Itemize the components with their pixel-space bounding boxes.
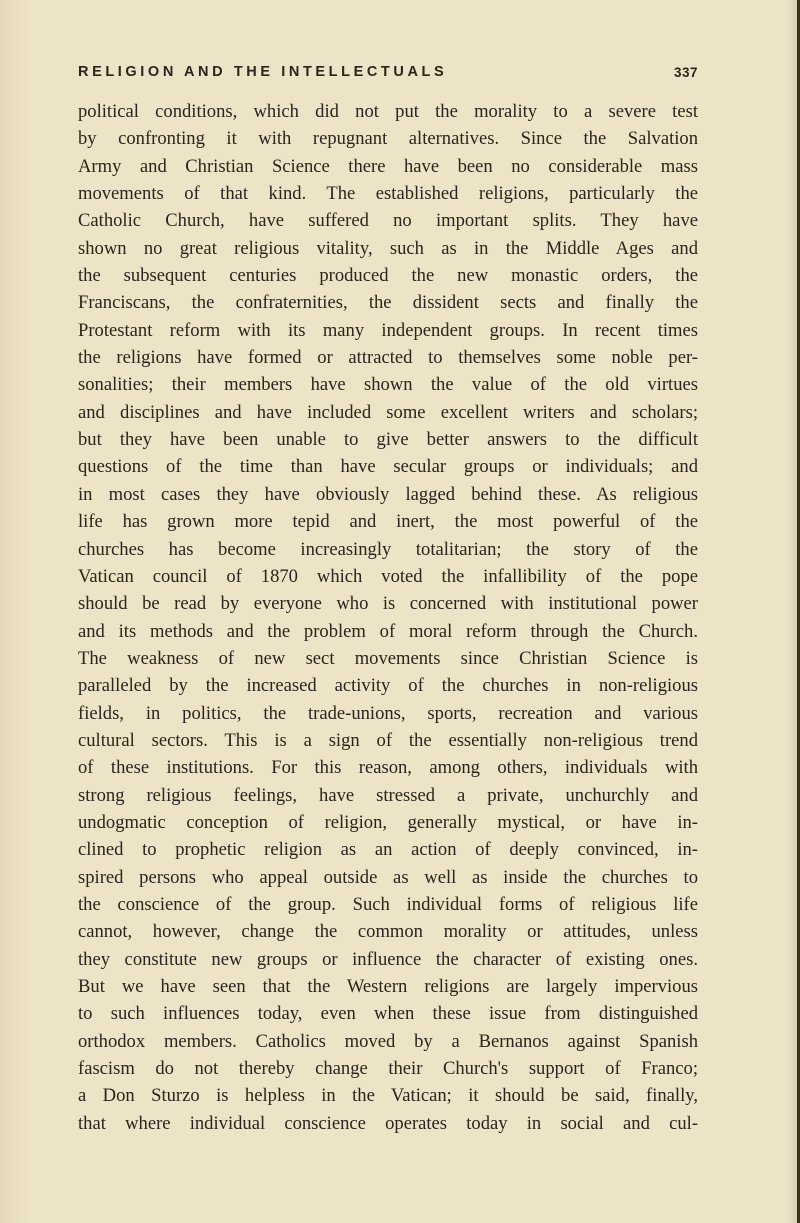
text-line: The weakness of new sect movements since Christian Science is	[78, 647, 698, 669]
text-line: clined to prophetic religion as an action of deeply convinced, in-	[78, 839, 698, 861]
text-line: churches has become increasingly totalitarian; the story of the	[78, 538, 698, 560]
text-line: fascism do not thereby change their Church's support of Franco;	[78, 1058, 698, 1080]
text-line: and its methods and the problem of moral reform through the Church.	[78, 620, 698, 642]
text-line: Franciscans, the confraternities, the dissident sects and finally the	[78, 292, 698, 314]
text-line: Vatican council of 1870 which voted the infallibility of the pope	[78, 565, 698, 587]
text-line: undogmatic conception of religion, generally mystical, or have in-	[78, 811, 698, 833]
running-head	[78, 62, 698, 82]
text-line: of these institutions. For this reason, among others, individuals with	[78, 757, 698, 779]
text-line: spired persons who appeal outside as well as inside the churches to	[78, 866, 698, 888]
body-text	[78, 98, 698, 1137]
text-line: they constitute new groups or influence the character of existing ones.	[78, 948, 698, 970]
text-line: the subsequent centuries produced the new monastic orders, the	[78, 265, 698, 287]
text-line: to such influences today, even when these issue from distinguished	[78, 1003, 698, 1025]
text-line: but they have been unable to give better answers to the difficult	[78, 429, 698, 451]
text-line: orthodox members. Catholics moved by a Bernanos against Spanish	[78, 1030, 698, 1052]
text-line: shown no great religious vitality, such as in the Middle Ages and	[78, 237, 698, 259]
text-line: Army and Christian Science there have been no considerable mass	[78, 155, 698, 177]
text-line: by confronting it with repugnant alternatives. Since the Salvation	[78, 128, 698, 150]
text-line: in most cases they have obviously lagged behind these. As religious	[78, 483, 698, 505]
text-line: paralleled by the increased activity of the churches in non-religious	[78, 675, 698, 697]
text-line: questions of the time than have secular groups or individuals; and	[78, 456, 698, 478]
text-line: But we have seen that the Western religions are largely impervious	[78, 976, 698, 997]
text-line: political conditions, which did not put the morality to a severe test	[78, 101, 698, 122]
running-title: RELIGION AND THE INTELLECTUALS	[78, 64, 448, 80]
text-line: life has grown more tepid and inert, the most powerful of the	[78, 511, 698, 533]
text-line: strong religious feelings, have stressed a private, unchurchly and	[78, 784, 698, 806]
text-line: sonalities; their members have shown the value of the old virtues	[78, 374, 698, 396]
text-line: the religions have formed or attracted to themselves some noble per-	[78, 347, 698, 369]
text-line: movements of that kind. The established religions, particularly the	[78, 183, 698, 205]
page-number: 337	[673, 64, 698, 80]
text-line: Catholic Church, have suffered no important splits. They have	[78, 210, 698, 232]
text-line: fields, in politics, the trade-unions, sports, recreation and various	[78, 702, 698, 724]
text-line: a Don Sturzo is helpless in the Vatican; it should be said, finally,	[78, 1085, 698, 1107]
text-line: and disciplines and have included some excellent writers and scholars;	[78, 401, 698, 423]
text-line: the conscience of the group. Such individual forms of religious life	[78, 893, 698, 915]
text-line: cultural sectors. This is a sign of the essentially non-religious trend	[78, 729, 698, 751]
text-line: Protestant reform with its many independent groups. In recent times	[78, 319, 698, 341]
text-line: should be read by everyone who is concerned with institutional power	[78, 593, 698, 615]
text-line: cannot, however, change the common morality or attitudes, unless	[78, 921, 698, 943]
text-line: that where individual conscience operates today in social and cul-	[78, 1112, 698, 1134]
